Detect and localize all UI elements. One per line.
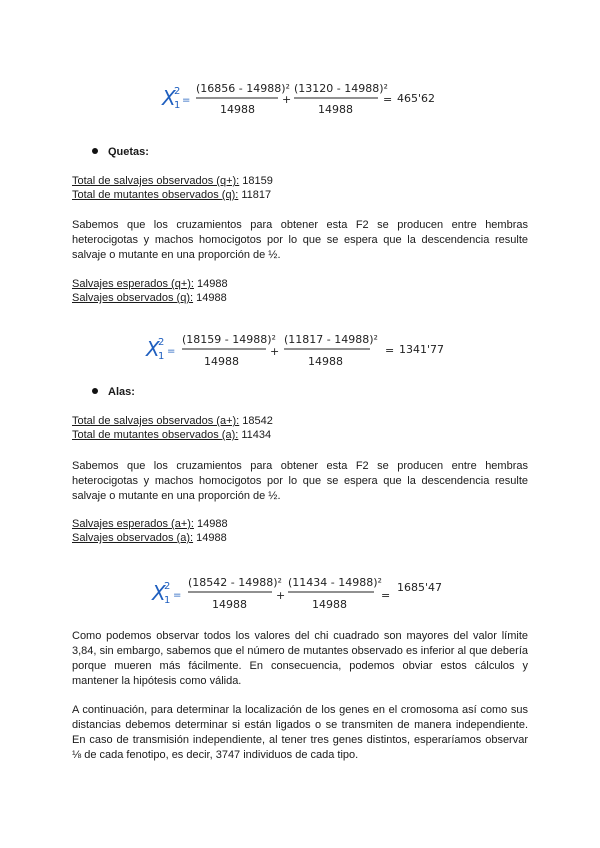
quetas-observed-mutant: Total de mutantes observados (q): 11817 — [72, 189, 272, 201]
svg-text:=: = — [173, 590, 182, 601]
svg-text:=: = — [381, 589, 391, 602]
eq2-numerator-1: (18159 - 14988)² — [182, 333, 276, 346]
quetas-expected-wild: Salvajes esperados (q+): 14988 — [72, 278, 228, 290]
eq2-sub: 1 — [158, 351, 165, 362]
conclusion-paragraph-1: Como podemos observar todos los valores del chi cuadrado son mayores del valor límite 3,84, sin embargo, sabemos que el número de mutantes observado es inferior al que debería porque mueren más fácilmente. En consecuencia, podemos obviar estos cálculos y mantener la hipótesis como válida. — [72, 630, 528, 687]
eq3-result: 1685'47 — [397, 581, 443, 594]
chi-square-equation-1 — [0, 78, 600, 118]
eq3-sup: 2 — [164, 581, 171, 592]
bullet-dot — [92, 388, 98, 394]
quetas-paragraph: Sabemos que los cruzamientos para obtener esta F2 se producen entre hembras heterocigotas y machos homocigotos por lo que se espera que la descendencia resulte salvaje o mutante en una proporción de ½. — [72, 219, 528, 261]
quetas-observed-wild-2: Salvajes observados (q): 14988 — [72, 292, 227, 304]
eq3-denominator-2: 14988 — [312, 598, 347, 611]
chi-square-equation-2 — [0, 328, 600, 370]
svg-text:=: = — [383, 93, 393, 106]
quetas-observed-wild: Total de salvajes observados (q+): 18159 — [72, 175, 273, 187]
eq2-result: 1341'77 — [399, 343, 445, 356]
conclusion-paragraph-2: A continuación, para determinar la localización de los genes en el cromosoma así como sus distancias debemos determinar si están ligados o se transmiten de manera independiente. En caso de transmisión independiente, al tener tres genes distintos, esperaríamos observar ⅛ de cada fenotipo, es decir, 3747 individuos de cada tipo. — [72, 704, 528, 761]
eq3-numerator-2: (11434 - 14988)² — [288, 576, 382, 589]
svg-text:+: + — [270, 345, 280, 358]
eq3-numerator-1: (18542 - 14988)² — [188, 576, 282, 589]
eq2-denominator-1: 14988 — [204, 355, 239, 368]
eq3-lhs: X — [152, 581, 166, 605]
eq2-denominator-2: 14988 — [308, 355, 343, 368]
alas-observed-wild: Total de salvajes observados (a+): 18542 — [72, 415, 273, 427]
eq1-sup: 2 — [174, 86, 181, 97]
eq2-lhs: X — [146, 337, 160, 361]
eq1-denominator-1: 14988 — [220, 103, 255, 116]
svg-text:=: = — [182, 95, 191, 106]
eq2-numerator-2: (11817 - 14988)² — [284, 333, 378, 346]
eq1-denominator-2: 14988 — [318, 103, 353, 116]
eq1-sub: 1 — [174, 100, 181, 111]
eq1-lhs: X — [162, 86, 176, 110]
alas-paragraph: Sabemos que los cruzamientos para obtener esta F2 se producen entre hembras heterocigotas y machos homocigotos por lo que se espera que la descendencia resulte salvaje o mutante en una proporción de ½. — [72, 460, 528, 502]
chi-square-equation-3 — [0, 570, 600, 614]
alas-observed-mutant: Total de mutantes observados (a): 11434 — [72, 429, 272, 441]
eq1-numerator-1: (16856 - 14988)² — [196, 82, 290, 95]
alas-expected-wild: Salvajes esperados (a+): 14988 — [72, 518, 228, 530]
heading-quetas: Quetas: — [92, 146, 149, 158]
eq3-denominator-1: 14988 — [212, 598, 247, 611]
eq1-result: 465'62 — [397, 92, 436, 105]
eq1-numerator-2: (13120 - 14988)² — [294, 82, 388, 95]
svg-text:=: = — [385, 344, 395, 357]
heading-alas: Alas: — [92, 386, 135, 398]
eq3-sub: 1 — [164, 595, 171, 606]
eq2-sup: 2 — [158, 337, 165, 348]
svg-text:=: = — [167, 346, 176, 357]
svg-text:+: + — [276, 589, 286, 602]
svg-text:+: + — [282, 93, 292, 106]
alas-observed-wild-2: Salvajes observados (a): 14988 — [72, 532, 227, 544]
bullet-dot — [92, 148, 98, 154]
